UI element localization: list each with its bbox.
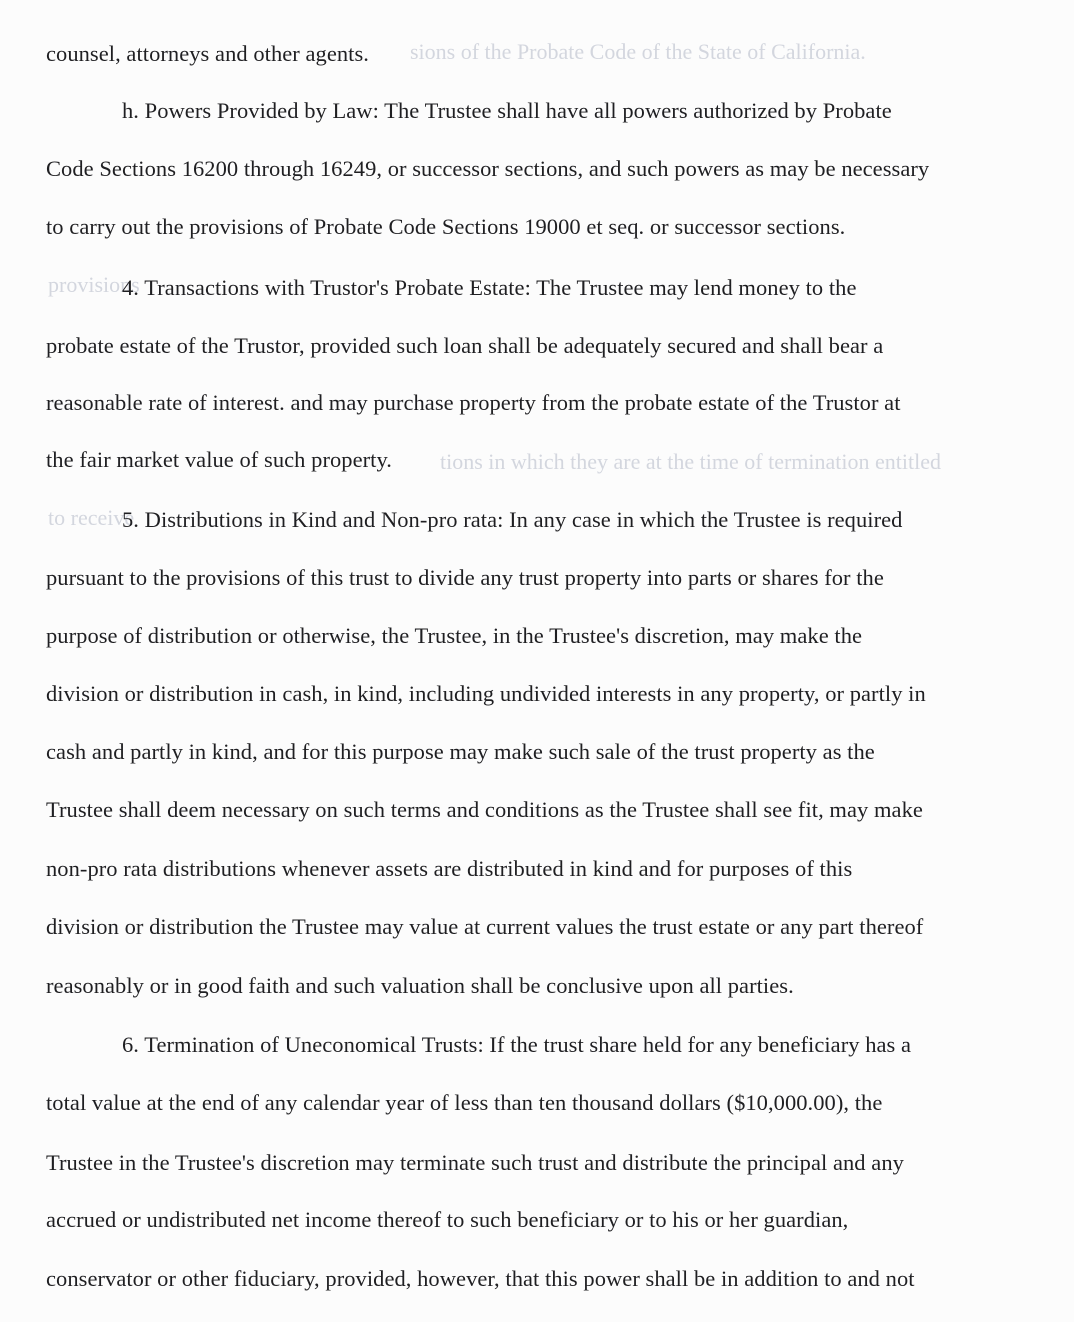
- bleed-through-text: provisions: [48, 272, 140, 297]
- text-line: division or distribution in cash, in kind, including undivided interests in any property, or partly in: [46, 681, 926, 706]
- text-line: non-pro rata distributions whenever assets are distributed in kind and for purposes of this: [46, 856, 853, 881]
- text-line: accrued or undistributed net income thereof to such beneficiary or to his or her guardian,: [46, 1207, 849, 1232]
- text-line: h. Powers Provided by Law: The Trustee shall have all powers authorized by Probate: [122, 98, 892, 123]
- text-line: reasonably or in good faith and such valuation shall be conclusive upon all parties.: [46, 973, 794, 998]
- text-line: the fair market value of such property.: [46, 447, 392, 472]
- text-line: counsel, attorneys and other agents.: [46, 41, 369, 66]
- text-line: probate estate of the Trustor, provided such loan shall be adequately secured and shall bear a: [46, 333, 884, 358]
- text-line: division or distribution the Trustee may value at current values the trust estate or any part thereof: [46, 914, 924, 939]
- bleed-through-text: to receive: [48, 505, 135, 530]
- bleed-through-text: tions in which they are at the time of termination entitled: [440, 449, 941, 474]
- text-line: purpose of distribution or otherwise, the Trustee, in the Trustee's discretion, may make the: [46, 623, 863, 648]
- text-line: 6. Termination of Uneconomical Trusts: If the trust share held for any beneficiary has a: [122, 1032, 912, 1057]
- text-line: Trustee shall deem necessary on such terms and conditions as the Trustee shall see fit, may make: [46, 797, 923, 822]
- text-line: Trustee in the Trustee's discretion may terminate such trust and distribute the principal and any: [46, 1150, 904, 1175]
- text-line: to carry out the provisions of Probate Code Sections 19000 et seq. or successor sections.: [46, 214, 846, 239]
- text-line: cash and partly in kind, and for this purpose may make such sale of the trust property as the: [46, 739, 875, 764]
- text-line: total value at the end of any calendar year of less than ten thousand dollars ($10,000.00), the: [46, 1090, 883, 1115]
- text-line: Code Sections 16200 through 16249, or successor sections, and such powers as may be necessary: [46, 156, 930, 181]
- text-line: 4. Transactions with Trustor's Probate Estate: The Trustee may lend money to the: [122, 275, 857, 300]
- bleed-through-text: sions of the Probate Code of the State of California.: [410, 39, 866, 64]
- text-line: conservator or other fiduciary, provided, however, that this power shall be in addition to and not: [46, 1266, 915, 1291]
- text-line: 5. Distributions in Kind and Non-pro rata: In any case in which the Trustee is required: [122, 507, 903, 532]
- text-line: reasonable rate of interest. and may purchase property from the probate estate of the Trustor at: [46, 390, 901, 415]
- text-line: pursuant to the provisions of this trust to divide any trust property into parts or shares for the: [46, 565, 884, 590]
